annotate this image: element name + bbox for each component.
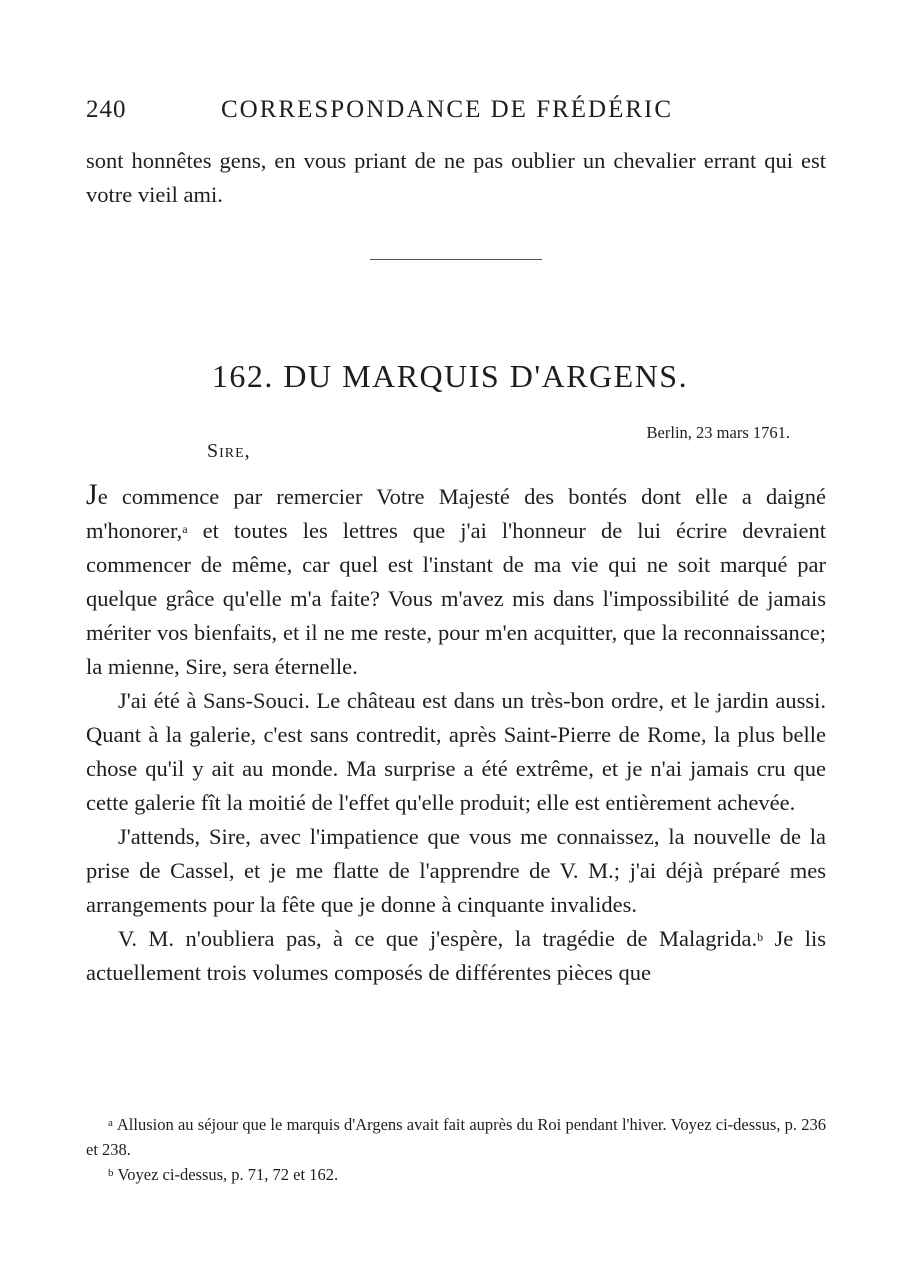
footnote-ref-b[interactable]: b — [757, 930, 764, 944]
body-paragraph-4 — [86, 922, 826, 990]
paragraph-text: et toutes les lettres que j'ai l'honneur de lui écrire devraient commencer de même, car quel est l'instant de ma vie qui ne soit marqué par quelque grâce qu'elle m'a faite? Vous m'avez mis dans l'impossibilité de jamais mériter vos bienfaits, et il ne me reste, pour m'en acquitter, que la reconnaissance; la mienne, Sire, sera éternelle. — [86, 518, 826, 679]
paragraph-text: V. M. n'oubliera pas, à ce que j'espère, la tragédie de Malagrida. — [118, 926, 758, 951]
paragraph-text: e commence par remercier Votre Majesté des bontés dont elle a daigné m'honorer, — [86, 484, 826, 543]
section-divider — [370, 259, 542, 260]
footnote-b — [86, 1162, 826, 1187]
footnote-ref-a[interactable]: a — [182, 522, 188, 536]
paragraph-text: Je lis actuellement trois volumes composés de différentes pièces que — [86, 926, 826, 985]
body-paragraph-2: J'ai été à Sans-Souci. Le château est dans un très-bon ordre, et le jardin aussi. Quant à la galerie, c'est sans contredit, après Saint-Pierre de Rome, la plus belle chose qu'il y ait au monde. Ma surprise a été extrême, et je n'ai jamais cru que cette galerie fît la moitié de l'effet qu'elle produit; elle est entièrement achevée. — [86, 688, 826, 815]
body-paragraph-1 — [86, 478, 826, 684]
footnote-text: Allusion au séjour que le marquis d'Argens avait fait auprès du Roi pendant l'hiver. Voyez ci-dessus, p. 236 et 238. — [86, 1115, 826, 1159]
footnote-mark: a — [108, 1117, 113, 1129]
body-paragraph-3: J'attends, Sire, avec l'impatience que vous me connaissez, la nouvelle de la prise de Cassel, et je me flatte de l'apprendre de V. M.; j'ai déjà préparé mes arrangements pour la fête que je donne à cinquante invalides. — [86, 824, 826, 917]
letter-body — [86, 478, 826, 990]
drop-cap: J — [86, 478, 98, 511]
running-head — [86, 96, 826, 130]
page-number: 240 — [86, 96, 127, 123]
footnote-text: Voyez ci-dessus, p. 71, 72 et 162. — [117, 1165, 339, 1184]
footnote-a — [86, 1112, 826, 1162]
continued-paragraph: sont honnêtes gens, en vous priant de ne pas oublier un chevalier errant qui est votre vieil ami. — [86, 148, 826, 207]
footnote-mark: b — [108, 1167, 114, 1179]
letter-title: 162. DU MARQUIS D'ARGENS. — [211, 358, 689, 394]
dateline: Berlin, 23 mars 1761. — [646, 423, 790, 442]
salutation: Sire, — [207, 440, 251, 462]
footnotes — [86, 1112, 826, 1187]
running-title: CORRESPONDANCE DE FRÉDÉRIC — [221, 96, 674, 123]
